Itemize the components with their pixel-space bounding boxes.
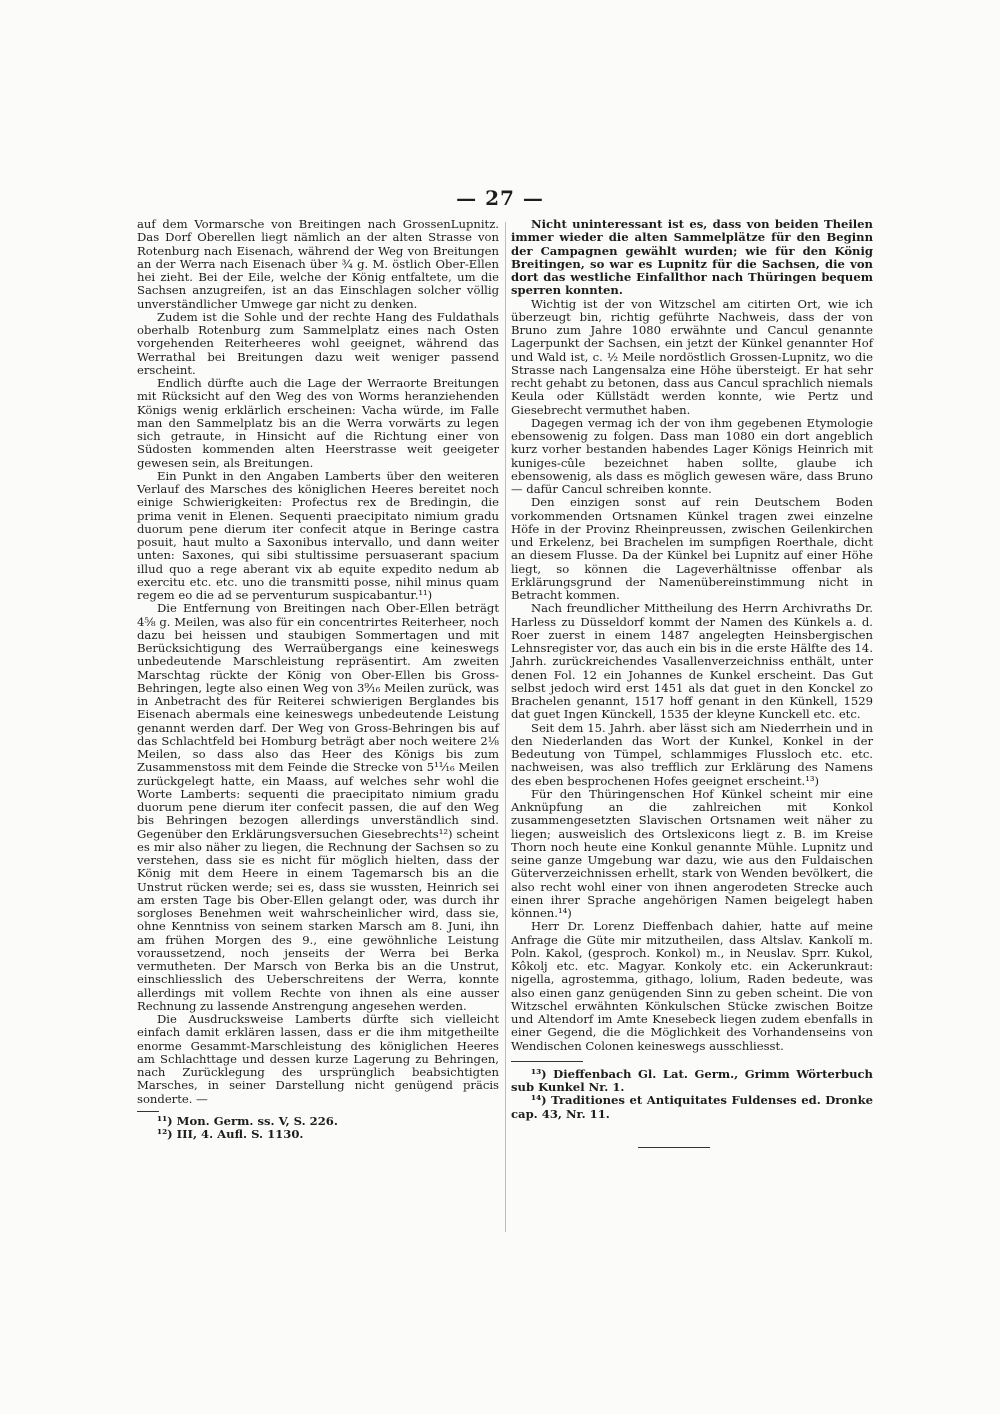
right-paragraph-3: Dagegen vermag ich der von ihm gegebenen Etymologie ebensowenig zu folgen. Dass man 1080 ein dort angeblich kurz vorher bestanden habendes Lager Königs Heinrich mit kuniges-cûle bezeichnet haben sollte, glaube ich ebensowenig, als dass es möglich gewesen wäre, dass Bruno — dafür Cancul schreiben konnte. [511, 415, 873, 496]
left-paragraph-4: Ein Punkt in den Angaben Lamberts über den weiteren Verlauf des Marsches des königlichen Heeres bereitet noch einige Schwierigkeiten: Profectus rex de Bredingin, die prima venit in Elenen. Sequenti praecipitato nimium gradu duorum pene dierum iter confecit atque in Beringe castra posuit, haut multo a Saxonibus intervallo, und dann weiter unten: Saxones, qui sibi stultissime persuaserant spacium illud quo a rege aberant vix ab equite expedito nedum ab exercitu etc. etc. uno die transmitti posse, nihil minus quam regem eo die ad se perventurum suspicabantur.¹¹) [137, 468, 499, 602]
right-paragraph-8: Herr Dr. Lorenz Dieffenbach dahier, hatte auf meine Anfrage die Güte mir mitzutheilen, dass Altslav. Kankolĭ m. Poln. Kakol, (gesproch. Konkol) m., in Neuslav. Sprr. Kukol, Kôkolj etc. etc. Magyar. Konkoly etc. ein Ackerunkraut: nigella, agrostemma, githago, lolium, Raden bedeute, was also einen ganz genügenden Sinn zu geben scheint. Die von Witzschel erwähnten Könkulschen Stücke zwischen Boitze und Altendorf im Amte Knesebeck liegen zudem ebenfalls in einer Gegend, die die Möglichkeit des Vorhandenseins von Wendischen Colonen keineswegs ausschliesst. [511, 919, 873, 1053]
right-footnotes [511, 1068, 873, 1121]
left-paragraph-2: Zudem ist die Sohle und der rechte Hang des Fuldathals oberhalb Rotenburg zum Sammelplatz eines nach Osten vorgehenden Reiterheeres wohl geeignet, während das Werrathal bei Breitungen dazu weit weniger passend erscheint. [137, 309, 499, 377]
footnote-12: ¹²) III, 4. Aufl. S. 1130. [157, 1127, 304, 1141]
end-rule [638, 1147, 710, 1148]
right-paragraph-4: Den einzigen sonst auf rein Deutschem Boden vorkommenden Ortsnamen Künkel tragen zwei einzelne Höfe in der Provinz Rheinpreussen, zwischen Geilenkirchen und Erkelenz, bei Brachelen im sumpfigen Roerthale, dicht an diesem Flusse. Da der Künkel bei Lupnitz auf einer Höhe liegt, so können die Lageverhältnisse offenbar als Erklärungsgrund der Namenübereinstimmung nicht in Betracht kommen. [511, 495, 873, 602]
left-paragraph-1: auf dem Vormarsche von Breitingen nach GrossenLupnitz. Das Dorf Oberellen liegt nämlich an der alten Strasse von Rotenburg nach Eisenach, während der Weg von Breitungen an der Werra nach Eisenach über ¾ g. M. östlich Ober-Ellen hei zieht. Bei der Eile, welche der König entfaltete, um die Sachsen anzugreifen, ist an das Einschlagen solcher völlig unverständlicher Umwege gar nicht zu denken. [137, 217, 499, 311]
left-paragraph-3: Endlich dürfte auch die Lage der Werraorte Breitungen mit Rücksicht auf den Weg des von Worms heranziehenden Königs wenig erklärlich erscheinen: Vacha würde, im Falle man den Sammelplatz bis an die Werra vorwärts zu legen sich getraute, in Hinsicht auf die Richtung einer von Südosten kommenden alten Heerstrasse weit geeigeter gewesen sein, als Breitungen. [137, 376, 499, 470]
left-footnote-separator [137, 1111, 159, 1112]
left-paragraph-5: Die Entfernung von Breitingen nach Ober-Ellen beträgt 4⅝ g. Meilen, was also für ein concentrirtes Reiterheer, noch dazu bei heissen und staubigen Sommertagen und mit Berücksichtigung des Werraübergangs eine keineswegs unbedeutende Marschleistung repräsentirt. Am zweiten Marschtag rückte der König von Ober-Ellen bis Gross-Behringen, legte also einen Weg von 3⁹⁄₁₆ Meilen zurück, was in Anbetracht des für Reiterei schwierigen Berglandes bis Eisenach abermals eine keineswegs unbedeutende Leistung genannt werden darf. Der Weg von Gross-Behringen bis auf das Schlachtfeld bei Homburg beträgt aber noch weitere 2⅛ Meilen, so dass also das Heer des Königs bis zum Zusammenstoss mit dem Feinde die Strecke von 5¹¹⁄₁₆ Meilen zurückgelegt hatte, ein Maass, auf welches sehr wohl die Worte Lamberts: sequenti die praecipitato nimium gradu duorum pene dierum iter confecit passen, die auf den Weg bis Behringen bezogen allerdings unverständlich sind. Gegenüber den Erklärungsversuchen Giesebrechts¹²) scheint es mir also näher zu liegen, die Rechnung der Sachsen so zu verstehen, dass sie es nicht für möglich hielten, dass der König mit dem Heere in einem Tagemarsch bis an die Unstrut rücken werde; sei es, dass sie wussten, Heinrich sei am ersten Tage bis Ober-Ellen gelangt oder, was durch ihr sorgloses Benehmen weit wahrscheinlicher wird, dass sie, ohne Kenntniss von seinem starken Marsch am 8. Juni, ihn am frühen Morgen des 9., eine gewöhnliche Leistung voraussetzend, noch jenseits der Werra bei Berka vermutheten. Der Marsch von Berka bis an die Unstrut, einschliesslich des Ueberschreitens der Werra, konnte allerdings mit vollem Rechte von ihnen als eine ausser Rechnung zu lassende Anstrengung angesehen werden. [137, 601, 499, 1013]
footnote-11: ¹¹) Mon. Germ. ss. V, S. 226. [157, 1113, 338, 1128]
column-divider [505, 222, 506, 1232]
right-paragraph-6: Seit dem 15. Jahrh. aber lässt sich am Niederrhein und in den Niederlanden das Wort der Kunkel, Konkel in der Bedeutung von Tümpel, schlammiges Flussloch etc. etc. nachweisen, was also trefflich zur Erklärung des Namens des eben besprochenen Hofes geeignet erscheint.¹³) [511, 720, 873, 788]
page-number: — 27 — [456, 186, 544, 210]
footnote-14: ¹⁴) Traditiones et Antiquitates Fuldenses ed. Dronke cap. 43, Nr. 11. [511, 1093, 873, 1121]
right-column [511, 218, 873, 1148]
left-column [137, 218, 499, 1141]
footnote-13: ¹³) Dieffenbach Gl. Lat. Germ., Grimm Wörterbuch sub Kunkel Nr. 1. [511, 1066, 873, 1094]
right-paragraph-7: Für den Thüringenschen Hof Künkel scheint mir eine Anknüpfung an die zahlreichen mit Konkol zusammengesetzten Slavischen Ortsnamen weit näher zu liegen; ausweislich des Ortslexicons liegt z. B. im Kreise Thorn noch heute eine Konkul genannte Mühle. Lupnitz und seine ganze Umgebung war dazu, wie aus den Fuldaischen Güterverzeichnissen erhellt, stark von Wenden bevölkert, die also recht wohl einer von ihnen angerodeten Strecke auch einen ihrer Sprache angehörigen Namen beigelegt haben können.¹⁴) [511, 786, 873, 920]
right-footnote-separator [511, 1061, 583, 1062]
right-paragraph-2: Wichtig ist der von Witzschel am citirten Ort, wie ich überzeugt bin, richtig geführte Nachweis, dass der von Bruno zum Jahre 1080 erwähnte und Cancul genannte Lagerpunkt der Sachsen, ein jetzt der Künkel genannter Hof und Wald ist, c. ½ Meile nordöstlich Grossen-Lupnitz, wo die Strasse nach Langensalza eine Höhe übersteigt. Er hat sehr recht gehabt zu betonen, dass aus Cancul sprachlich niemals Keula oder Küllstädt werden konnte, wie Pertz und Giesebrecht vermuthet haben. [511, 296, 873, 417]
left-paragraph-6: Die Ausdrucksweise Lamberts dürfte sich vielleicht einfach damit erklären lassen, dass er die ihm mitgetheilte enorme Gesammt-Marschleistung des königlichen Heeres am Schlachttage und dessen kurze Lagerung zu Behringen, nach Zurücklegung des ursprünglich beabsichtigten Marsches, in seiner Darstellung nicht genügend präcis sonderte. — [137, 1012, 499, 1106]
right-paragraph-5: Nach freundlicher Mittheilung des Herrn Archivraths Dr. Harless zu Düsseldorf kommt der Namen des Künkels a. d. Roer zuerst in einem 1487 angelegten Heinsbergischen Lehnsregister vor, das auch ein bis in die erste Hälfte des 14. Jahrh. zurückreichendes Vasallenverzeichniss enthält, unter denen Fol. 12 ein Johannes de Kunkel erscheint. Das Gut selbst jedoch wird erst 1451 als dat guet in den Konckel zo Brachelen genannt, 1517 hoff genant in den Künkell, 1529 dat guet Ingen Künckell, 1535 der kleyne Kunckell etc. etc. [511, 601, 873, 722]
right-paragraph-1: Nicht uninteressant ist es, dass von beiden Theilen immer wieder die alten Sammelplätze für den Beginn der Campagnen gewählt wurden; wie für den König Breitingen, so war es Lupnitz für die Sachsen, die von dort das westliche Einfallthor nach Thüringen bequem sperren konnten. [511, 217, 873, 298]
left-footnotes [137, 1115, 499, 1142]
